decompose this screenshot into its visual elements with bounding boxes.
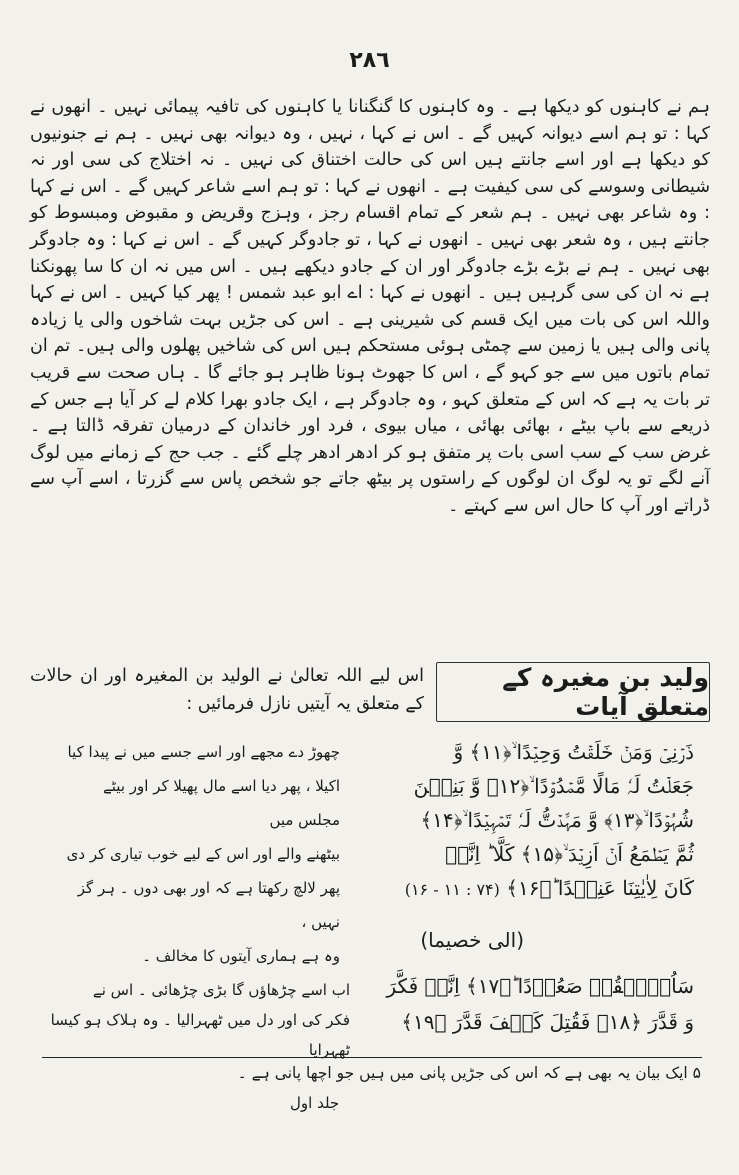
footnote-divider [42, 1057, 702, 1058]
verse-translation-2 [50, 975, 350, 1065]
verse-reference: (۷۴ : ۱۱ - ۱۶) [404, 880, 500, 899]
volume-label: جلد اول [290, 1094, 340, 1112]
verse-line: کَانَ لِاٰیٰتِنَا عَنِیۡدًا ؕ﴿۱۶﴾ [506, 876, 694, 900]
verse-line: ثُمَّ یَطۡمَعُ اَنۡ اَزِیۡدَ ۙ﴿۱۵﴾ کَلَّا ؕ اِنَّہٗ [445, 842, 694, 866]
quran-verses [334, 735, 694, 907]
page-number: ٢٨٦ [349, 48, 390, 73]
body-text [30, 94, 710, 520]
translation-line: اکیلا ، پھر دیا اسے مال پھیلا کر اور بیٹے مجلس میں [102, 777, 340, 829]
translation-line: فکر کی اور دل میں ٹھہرالیا ۔ وہ ہلاک ہو کیسا ٹھہرایا [50, 1011, 350, 1059]
section-heading: ولید بن مغیرہ کے متعلق آیات [436, 662, 710, 722]
translation-line: بیٹھنے والے اور اس کے لیے خوب تیاری کر دی [66, 845, 340, 863]
verse-line: سَاُرۡہِقُہٗ صَعُوۡدًا ؕ﴿۱۷﴾ اِنَّہٗ فَکَّرَ [386, 974, 694, 998]
footnote-text: ایک بیان یہ بھی ہے کہ اس کی جڑیں پانی میں ہیں جو اچھا پانی ہے ۔ [237, 1064, 688, 1082]
sub-heading: (الی خصیما) [420, 928, 524, 952]
quran-verses-2 [334, 968, 694, 1040]
translation-line: چھوڑ دے مجھے اور اسے جسے میں نے پیدا کیا [67, 743, 340, 761]
translation-line: پھر لالچ رکھتا ہے کہ اور بھی دوں ۔ ہر گز نہیں ، [77, 879, 340, 931]
verse-line: شُہُوۡدًا ۙ﴿۱۳﴾ وَّ مَہَّدۡتُّ لَہٗ تَمۡہِیۡدًا ۙ﴿۱۴﴾ [420, 808, 694, 832]
verse-line: ذَرۡنِیۡ وَمَنۡ خَلَقۡتُ وَحِیۡدًا ۙ﴿۱۱﴾ وَّ [453, 740, 694, 764]
translation-line: وہ ہے ہماری آیتوں کا مخالف ۔ [142, 947, 340, 965]
verse-line: وَ قَدَّرَ ﴿۱۸﴾ فَقُتِلَ کَیۡفَ قَدَّرَ ﴿۱۹﴾ [401, 1010, 694, 1034]
translation-line: اب اسے چڑھاؤں گا بڑی چڑھائی ۔ اس نے [92, 981, 350, 999]
section-intro: اس لیے اللہ تعالیٰ نے الولید بن المغیرہ اور ان حالات کے متعلق یہ آیتیں نازل فرمائیں : [30, 666, 424, 714]
verse-line: جَعَلۡتُ لَہٗ مَالًا مَّمۡدُوۡدًا ۙ﴿۱۲﴾ وَّ بَنِیۡنَ [413, 774, 694, 798]
footnote [41, 1064, 701, 1082]
verses-section-header [30, 662, 710, 724]
body-paragraph: ہم نے کاہنوں کو دیکھا ہے ۔ وہ کاہنوں کا گنگنانا یا کاہنوں کی تافیہ پیمائی نہیں ۔ انھوں نے کہا : تو ہم اسے دیوانہ کہیں گے ۔ اس نے کہا ، نہیں ، وہ دیوانہ بھی نہیں ۔ ہم نے جنونیوں کو دیکھا ہے اور اسے جانتے ہیں اس کی حالت اختناق کی نہیں ۔ نہ اختلاج کی سی اور نہ شیطانی وسوسے کی سی کیفیت ہے ۔ انھوں نے کہا : تو ہم اسے شاعر کہیں گے ۔ اس نے کہا : وہ شاعر بھی نہیں ۔ ہم شعر کے تمام اقسام رجز ، وہزج وقریض و مقبوض ومبسوط کو جانتے ہیں ، وہ شعر بھی نہیں ۔ انھوں نے کہا ، تو جادوگر کہیں گے ۔ اس نے کہا : وہ جادوگر بھی نہیں ۔ ہم نے بڑے بڑے جادوگر اور ان کے جادو دیکھے ہیں ۔ اس میں نہ ان کا سا پھونکنا ہے نہ ان کی سی گرہیں ہیں ۔ انھوں نے کہا : اے ابو عبد شمس ! پھر کیا کہیں ۔ اس نے کہا واللہ اس کی بات میں ایک قسم کی شیرینی ہے ۔ اس کی جڑیں بہت شاخوں والی یا زیادہ پانی والی ہیں یا زمین سے چمٹی ہوئی مستحکم ہیں اس کی شاخیں پھلوں والی ہیں۔ تم ان تمام باتوں میں سے جو کہو گے ، اس کا جھوٹ ہونا ظاہر ہو جائے گا ۔ ہاں صحت سے قریب تر بات یہ ہے کہ اس کے متعلق کہو ، وہ جادوگر ہے ، ایک جادو بھرا کلام لے کر آیا ہے جس کے ذریعے سے باپ بیٹے ، بھائی بھائی ، میاں بیوی ، فرد اور خاندان کے درمیان تفرقہ ڈالتا ہے ۔ غرض سب کے سب اسی بات پر متفق ہو کر ادھر ادھر چلے گئے ۔ جب حج کے زمانے میں لوگ آنے لگے تو یہ لوگ ان لوگوں کے راستوں پر بیٹھ جاتے جو شخص پاس سے گزرتا ، اسے آپ سے ڈراتے اور آپ کا حال اس سے کہتے ۔ [30, 97, 710, 516]
footnote-marker: ۵ [692, 1064, 701, 1082]
verse-translation [60, 735, 340, 973]
